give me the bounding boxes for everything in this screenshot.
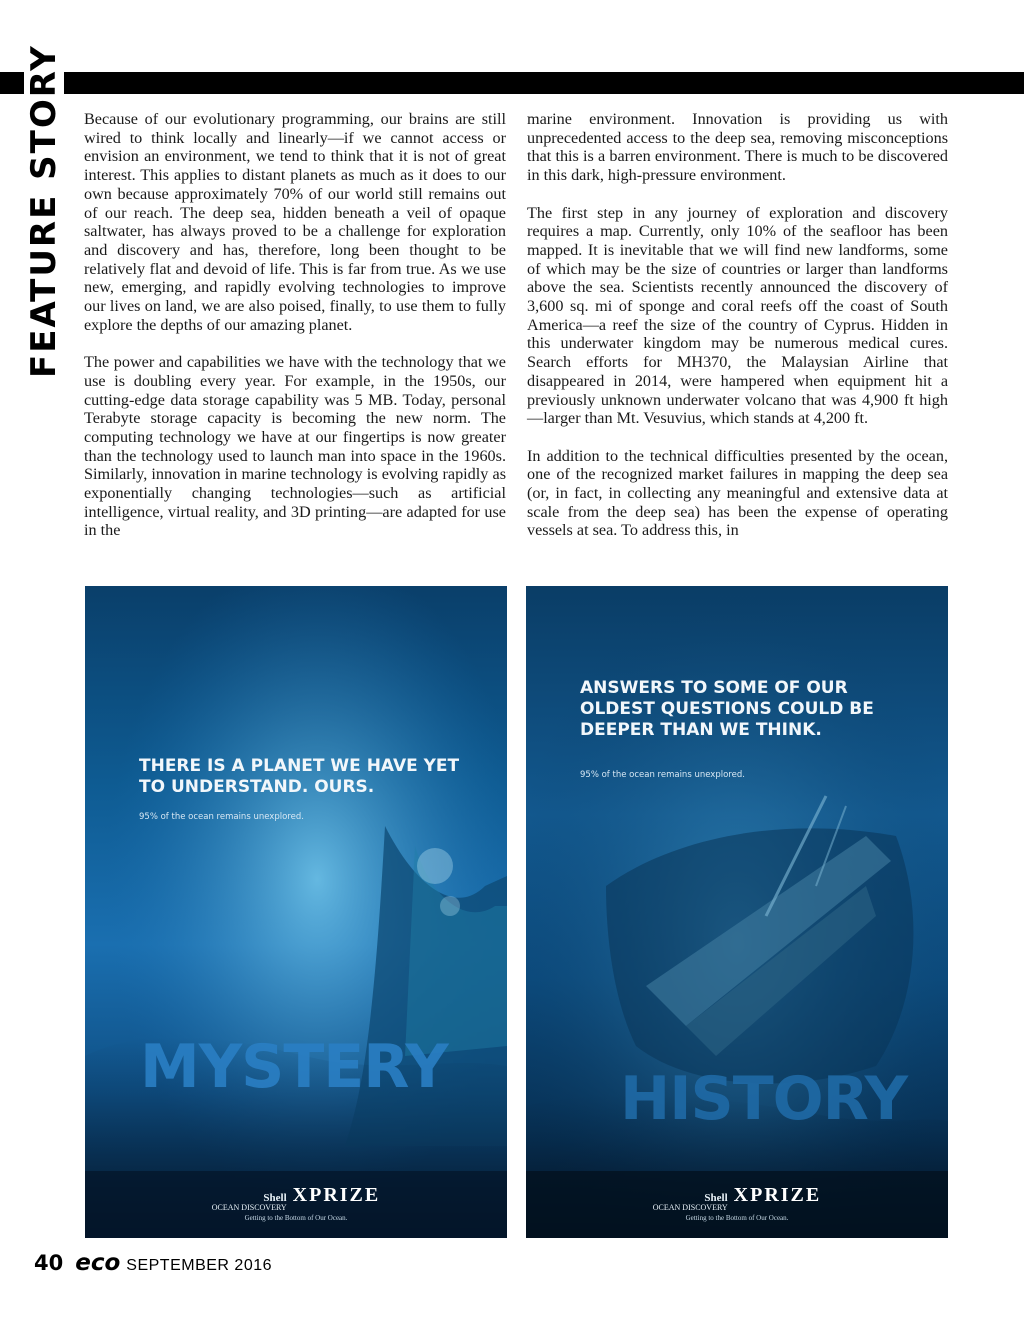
ad-tagline: Getting to the Bottom of Our Ocean. (244, 1214, 348, 1222)
paragraph: Because of our evolutionary programming, our brains are still wired to think locally and linearly—if we cannot access or envision an environment, we tend to think that it is not of great interest. This applies to distant planets as much as it does to our own because approximately 70% of our world still remains out of our reach. The deep sea, hidden beneath a veil of opaque saltwater, has always proved to be a challenge for exploration and discovery and has, therefore, long been thought to be relatively flat and devoid of life. This is far from true. As we use new, emerging, and rapidly evolving technologies to improve our lives on land, we are also poised, finally, to use them to fully explore the depths of our amazing planet. (84, 110, 506, 334)
header-rule (0, 72, 1024, 94)
ad-subline: 95% of the ocean remains unexplored. (580, 770, 745, 780)
magazine-name: eco (75, 1250, 121, 1276)
underwater-scene-illustration (85, 586, 507, 1238)
ad-big-word-mystery: MYSTERY (140, 1032, 448, 1102)
brand-shell-text: Shell OCEAN DISCOVERY (211, 1192, 287, 1212)
brand-xprize-text: XPRIZE (733, 1184, 822, 1206)
ad-brand-logo (85, 1184, 507, 1212)
article-column-left (84, 110, 506, 559)
page-number: 40 (34, 1251, 64, 1275)
article-column-right (527, 110, 948, 559)
paragraph: marine environment. Innovation is providing us with unprecedented access to the deep sea, removing misconceptions that this is a barren environment. There is much to be discovered in this dark, high-pressure environment. (527, 110, 948, 185)
paragraph: The power and capabilities we have with the technology that we use is doubling every year. For example, in the 1950s, our cutting-edge data storage capability was 5 MB. Today, personal Terabyte storage capacity is becoming the new norm. The computing technology we have at our fingertips is now greater than the technology used to launch man into space in the 1960s. Similarly, innovation in marine technology is evolving rapidly as exponentially changing technologies—such as artificial intelligence, virtual reality, and 3D printing—are adapted for use in the (84, 353, 506, 540)
brand-xprize-text: XPRIZE (292, 1184, 381, 1206)
advertisement-mystery (85, 586, 507, 1238)
ad-subline: 95% of the ocean remains unexplored. (139, 812, 304, 822)
issue-date: SEPTEMBER 2016 (126, 1257, 273, 1274)
ad-headline: ANSWERS TO SOME OF OUR OLDEST QUESTIONS COULD BE DEEPER THAN WE THINK. (580, 678, 874, 740)
paragraph: The first step in any journey of exploration and discovery requires a map. Currently, only 10% of the seafloor has been mapped. It is inevitable that we will find new landforms, some of which may be the size of countries or larger than landforms above the sea. Scientists recently announced the discovery of 3,600 sq. mi of sponge and coral reefs off the coast of South America—a reef the size of the country of Cyprus. Hidden in this underwater kingdom may be numerous medical cures. Search efforts for MH370, the Malaysian Airline that disappeared in 2014, were hampered when equipment hit a previously unknown underwater volcano that was 4,900 ft high—larger than Mt. Vesuvius, which stands at 4,200 ft. (527, 203, 948, 428)
ad-big-word-history: HISTORY (620, 1064, 908, 1134)
brand-shell-text: Shell OCEAN DISCOVERY (652, 1192, 728, 1212)
ad-tagline: Getting to the Bottom of Our Ocean. (685, 1214, 789, 1222)
paragraph: In addition to the technical difficulties presented by the ocean, one of the recognized market failures in mapping the deep sea (or, in fact, in collecting any meaningful and extensive data at scale from the deep sea) has been the expense of operating vessels at sea. To address this, in (527, 446, 948, 540)
section-label: FEATURE STORY (24, 38, 64, 384)
advertisement-history (526, 586, 948, 1238)
page-footer (34, 1250, 272, 1276)
ad-brand-logo (526, 1184, 948, 1212)
ad-headline: THERE IS A PLANET WE HAVE YET TO UNDERSTAND. OURS. (139, 756, 460, 797)
